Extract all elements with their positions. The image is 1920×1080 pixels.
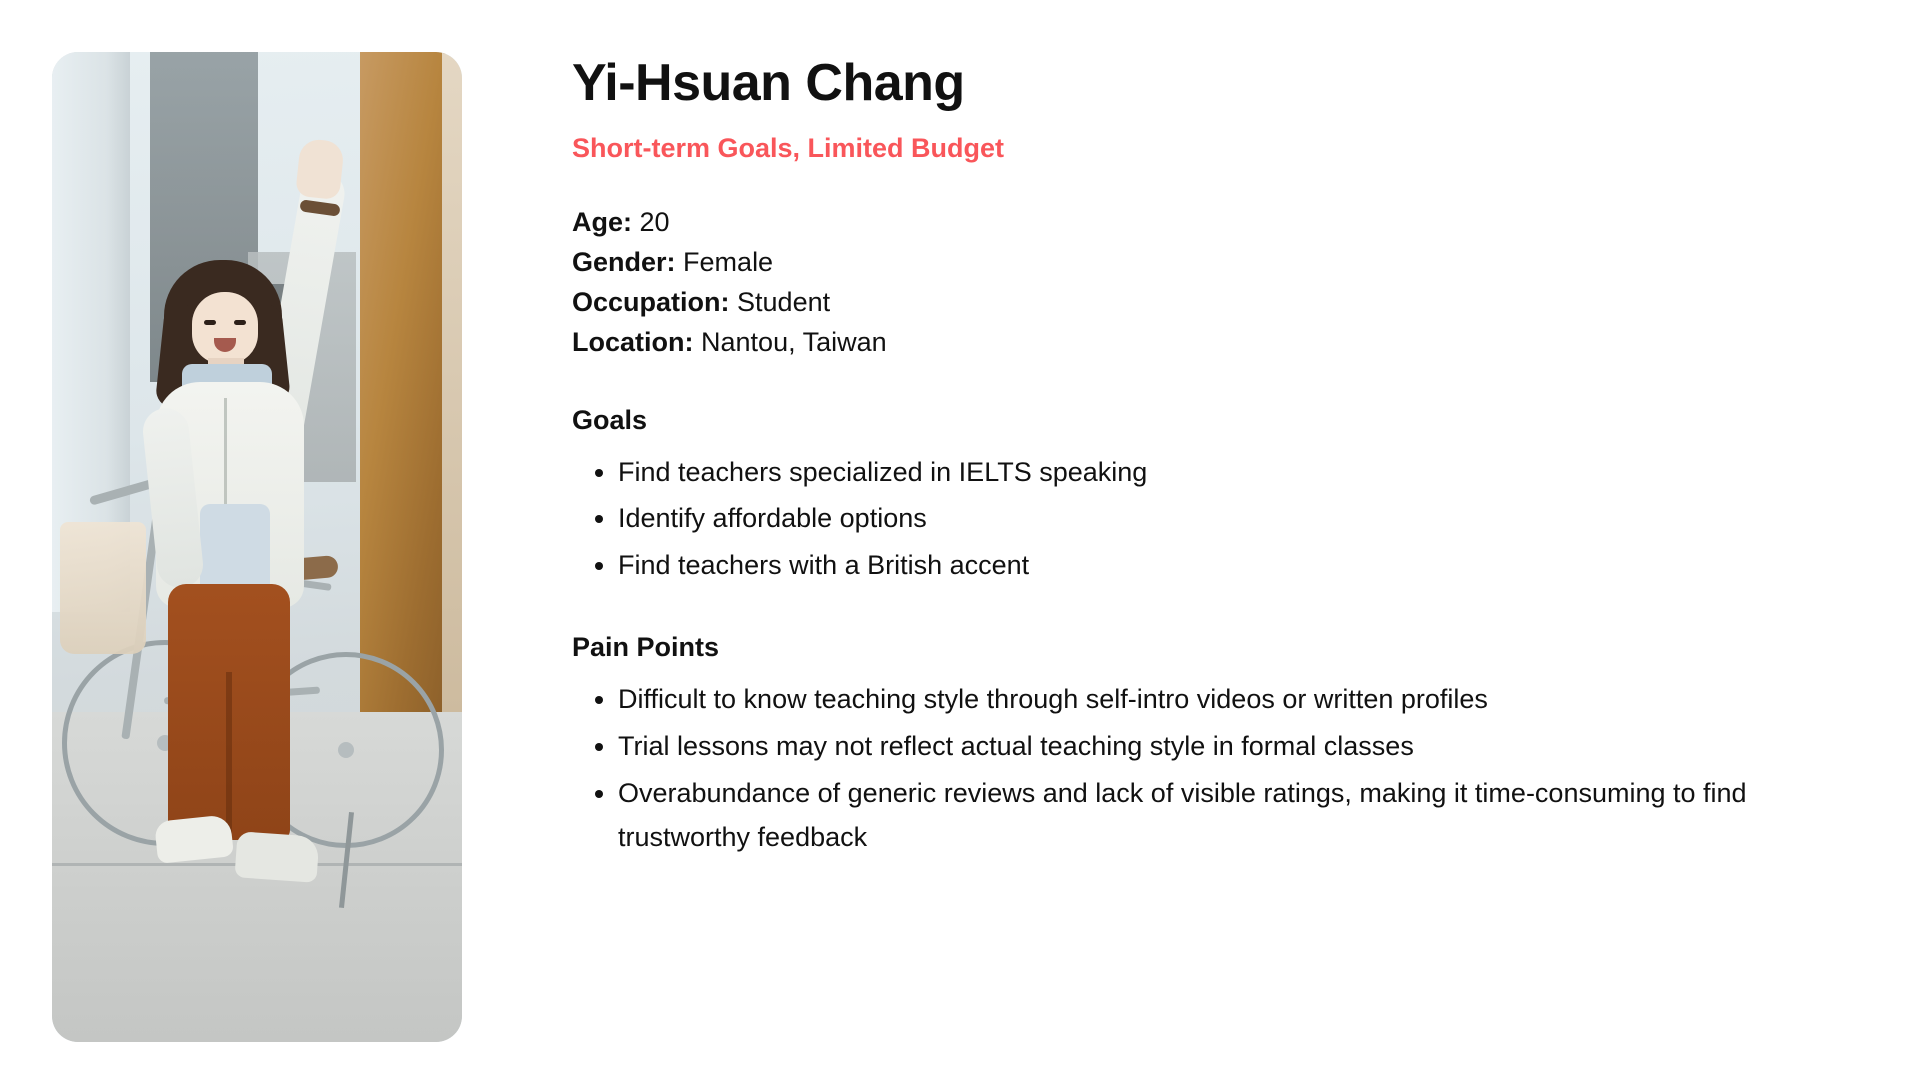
goals-title: Goals [572,404,648,435]
list-item: • Find teachers specialized in IELTS speaking [618,450,1860,495]
fact-location-value: Nantou, Taiwan [701,326,887,357]
fact-age [572,203,1860,243]
list-item: • Find teachers with a British accent [618,543,1860,588]
photo-wood-panel [360,52,446,742]
photo-wood-edge [442,52,462,712]
goals-list [572,450,1860,588]
persona-tagline: Short-term Goals, Limited Budget [572,133,1005,164]
person-shoe [154,814,234,864]
fact-occupation-value: Student [737,286,831,317]
person-face [192,292,258,364]
bicycle-basket [60,522,146,654]
pain-points-title: Pain Points [572,632,720,663]
persona-photo [52,52,462,1042]
fact-age-value: 20 [639,206,670,237]
person-waving-hand [295,138,345,200]
fact-location [572,323,1860,363]
list-item: • Overabundance of generic reviews and lack of visible ratings, making it time-consuming to find trustworthy feedback [618,771,1860,861]
fact-location-label: Location: [572,326,694,357]
fact-age-label: Age: [572,206,632,237]
fact-occupation [572,283,1860,323]
persona-facts [572,203,1860,363]
person-trouser-seam [226,672,232,842]
list-item: • Difficult to know teaching style through self-intro videos or written profiles [618,677,1860,722]
fact-gender-value: Female [683,246,774,277]
person-eye [234,320,246,325]
fact-occupation-label: Occupation: [572,286,730,317]
person-shoe [234,831,319,883]
person-eye [204,320,216,325]
pain-points-list [572,677,1860,860]
persona-name: Yi-Hsuan Chang [572,54,965,112]
list-item: • Identify affordable options [618,496,1860,541]
fact-gender [572,243,1860,283]
list-item: • Trial lessons may not reflect actual teaching style in formal classes [618,724,1860,769]
persona-photo-image [52,52,462,1042]
persona-details [462,52,1860,904]
fact-gender-label: Gender: [572,246,676,277]
